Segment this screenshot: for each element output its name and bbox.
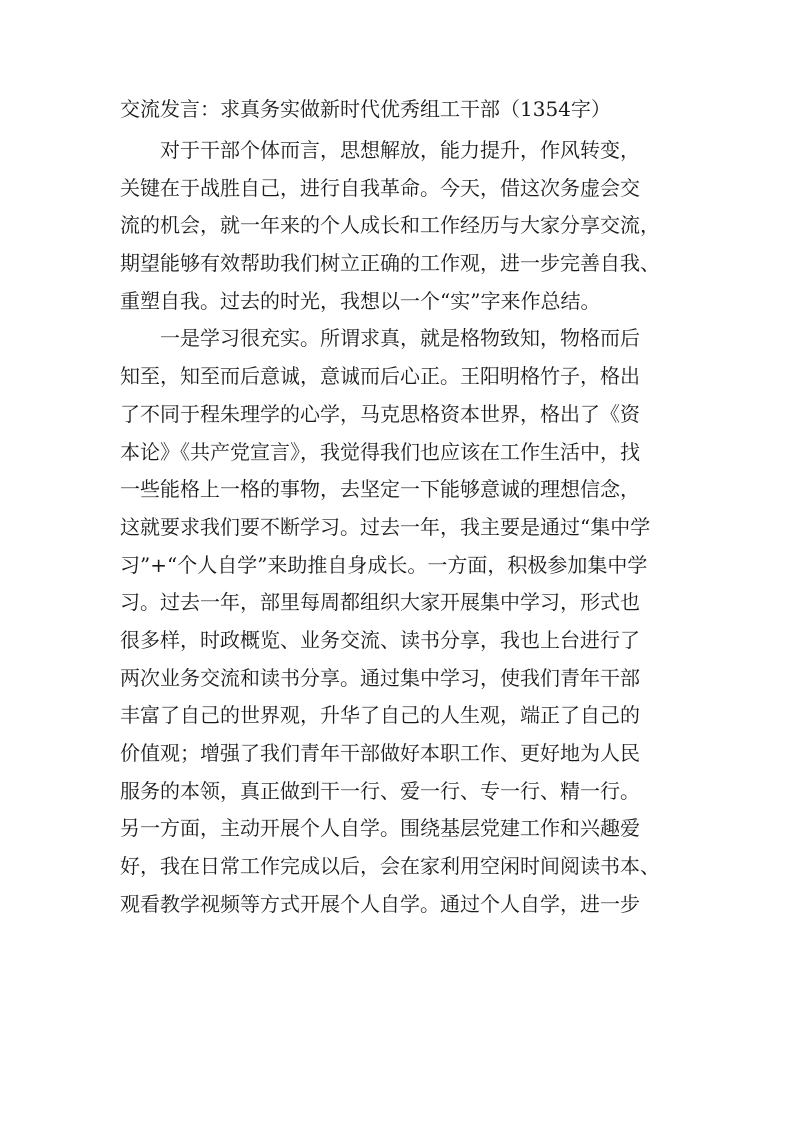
paragraph-2-line-1: 一是学习很充实。所谓求真，就是格物致知，物格而后 <box>160 326 640 351</box>
paragraph-1-line-5: 重塑自我。过去的时光，我想以一个“实”字来作总结。 <box>120 288 601 313</box>
paragraph-1-line-2: 关键在于战胜自己，进行自我革命。今天，借这次务虚会交 <box>120 175 640 200</box>
paragraph-1-line-4: 期望能够有效帮助我们树立正确的工作观，进一步完善自我、 <box>120 251 660 276</box>
document-body <box>120 132 680 923</box>
paragraph-2-line-9: 很多样，时政概览、业务交流、读书分享，我也上台进行了 <box>120 627 640 652</box>
paragraph-1-line-3: 流的机会，就一年来的个人成长和工作经历与大家分享交流， <box>120 213 660 238</box>
paragraph-2-line-6: 这就要求我们要不断学习。过去一年，我主要是通过“集中学 <box>120 514 651 539</box>
paragraph-2-line-12: 价值观；增强了我们青年干部做好本职工作、更好地为人民 <box>120 741 640 765</box>
paragraph-2-line-8: 习。过去一年，部里每周都组织大家开展集中学习，形式也 <box>120 590 640 615</box>
paragraph-2-line-13: 服务的本领，真正做到干一行、爱一行、专一行、精一行。 <box>120 778 640 803</box>
paragraph-2-line-7: 习”+“个人自学”来助推自身成长。一方面，积极参加集中学 <box>120 552 648 577</box>
paragraph-1-line-1: 对于干部个体而言，思想解放，能力提升，作风转变， <box>160 138 640 162</box>
document-title: 交流发言：求真务实做新时代优秀组工干部（1354字） <box>120 97 611 121</box>
paragraph-2-line-10: 两次业务交流和读书分享。通过集中学习，使我们青年干部 <box>120 665 640 690</box>
paragraph-2-line-11: 丰富了自己的世界观，升华了自己的人生观，端正了自己的 <box>120 703 640 728</box>
paragraph-2-line-4: 本论》《共产党宣言》，我觉得我们也应该在工作生活中，找 <box>120 439 640 464</box>
paragraph-2-line-5: 一些能格上一格的事物，去坚定一下能够意诚的理想信念， <box>120 477 640 502</box>
paragraph-2-line-3: 了不同于程朱理学的心学，马克思格资本世界，格出了《资 <box>120 401 640 426</box>
paragraph-2-line-2: 知至，知至而后意诚，意诚而后心正。王阳明格竹子，格出 <box>120 364 640 389</box>
paragraph-2-line-14: 另一方面，主动开展个人自学。围绕基层党建工作和兴趣爱 <box>120 816 640 841</box>
paragraph-2-line-16: 观看教学视频等方式开展个人自学。通过个人自学，进一步 <box>120 891 640 916</box>
paragraph-2-line-15: 好，我在日常工作完成以后，会在家利用空闲时间阅读书本、 <box>120 854 660 879</box>
